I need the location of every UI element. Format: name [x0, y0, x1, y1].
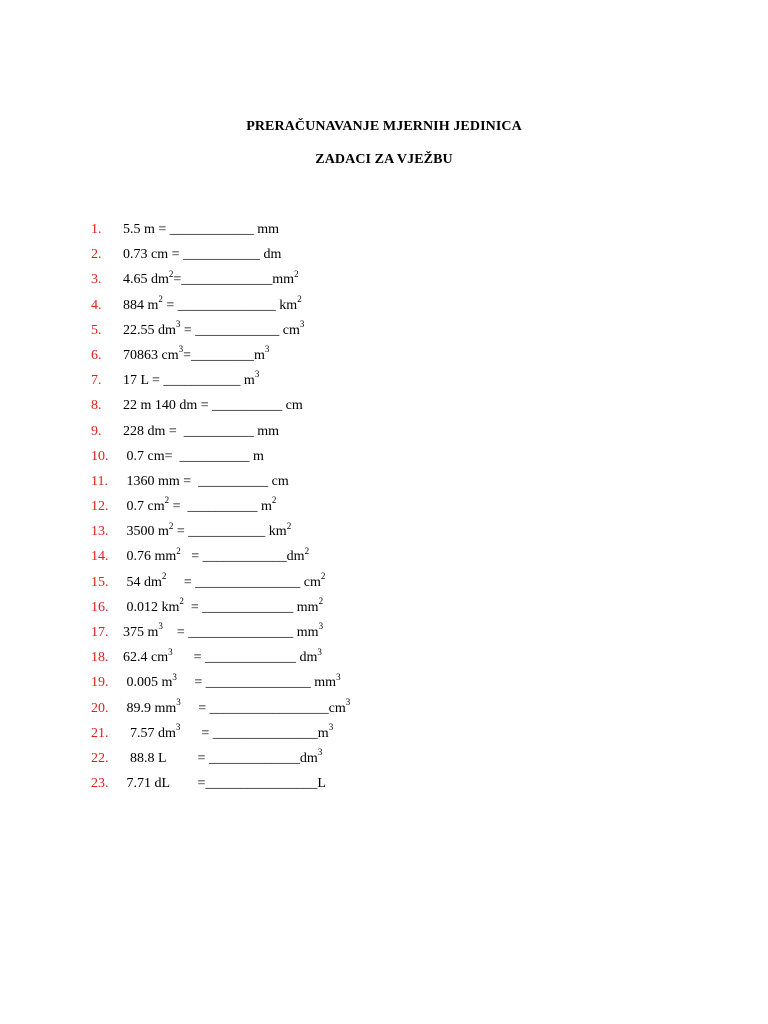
exercise-text: 89.9 $mm^3$ = $\_\_\_\_\_\_\_\_\_\_\_\_\_\_\_\_\_cm^3$ [123, 696, 351, 716]
exponent: 3 [328, 722, 334, 733]
exercise-text: 0.7 cm= __________ m [123, 448, 264, 464]
exercise-text: 1360 mm = __________ cm [123, 473, 289, 489]
page-subtitle: ZADACI ZA VJEŽBU [315, 152, 453, 167]
exercise-number: 5. [91, 322, 102, 338]
exponent: 2 [294, 268, 299, 279]
exercise-number: 16. [91, 599, 109, 615]
exercise-number: 6. [91, 347, 102, 363]
exercise-text: 17 L = ___________ $m^3$ [123, 369, 260, 389]
exponent: 2 [168, 520, 174, 531]
exercise-text: 0.7 $cm^2$ = __________ $m^2$ [123, 495, 277, 515]
exercise-number: 12. [91, 499, 109, 515]
exercise-number: 18. [91, 650, 109, 666]
exercise-number: 17. [91, 625, 109, 640]
exponent: 3 [317, 747, 323, 758]
exercise-number: 8. [91, 398, 102, 414]
exponent: 3 [158, 621, 163, 632]
exercise-number: 20. [91, 700, 109, 716]
exponent: 2 [158, 293, 163, 304]
exercise-number: 3. [91, 272, 102, 288]
exponent: 2 [304, 545, 310, 556]
exercise-number: 22. [91, 750, 109, 766]
exponent: 3 [345, 696, 351, 707]
exponent: 3 [317, 646, 322, 657]
exercise-number: 2. [91, 247, 102, 263]
exponent: 2 [286, 520, 292, 531]
exponent: 2 [318, 596, 324, 607]
page-title: PRERAČUNAVANJE MJERNIH JEDINICA [246, 119, 522, 134]
exponent: 2 [161, 570, 167, 581]
exercise-text: 88.8 L = $\_\_\_\_\_\_\_\_\_\_\_\_\_dm^3$ [123, 747, 323, 766]
exponent: 3 [318, 621, 324, 632]
exponent: 2 [271, 495, 277, 506]
exercise-number: 7. [91, 373, 102, 389]
exercise-text: 375 $m^3$ = _______________ $mm^3$ [123, 621, 324, 640]
exercise-number: 21. [91, 725, 109, 741]
exercise-number: 4. [91, 297, 102, 313]
exercise-text: 0.012 $km^2$ = _____________ $mm^2$ [123, 596, 324, 615]
exercise-number: 13. [91, 524, 109, 540]
exercise-text: 7.71 dL =________________L [123, 776, 326, 792]
exercise-text: 0.76 $mm^2$ = $\_\_\_\_\_\_\_\_\_\_\_\_dm^2$ [123, 545, 310, 565]
exponent: 2 [168, 268, 174, 279]
exponent: 3 [172, 671, 177, 682]
exercise-text: 5.5 m = ____________ mm [123, 222, 280, 237]
exponent: 3 [176, 696, 181, 707]
exercise-text: 884 $m^2$ = ______________ $km^2$ [123, 293, 302, 313]
exercise-text: 7.57 $dm^3$ = $\_\_\_\_\_\_\_\_\_\_\_\_\_\_\_m^3$ [123, 722, 334, 741]
exercise-number: 23. [91, 776, 109, 792]
exponent: 2 [179, 596, 184, 607]
exponent: 3 [175, 722, 181, 733]
exercise-text: 228 dm = __________ mm [123, 423, 280, 439]
exercise-text: 4.65 $dm^2=\_\_\_\_\_\_\_\_\_\_\_\_\_mm^2$ [123, 268, 299, 288]
exercise-text: 0.005 $m^3$ = _______________ $mm^3$ [123, 671, 341, 691]
exercise-number: 15. [91, 574, 109, 590]
exponent: 3 [336, 671, 341, 682]
exponent: 3 [299, 319, 305, 330]
exponent: 3 [178, 344, 184, 355]
exercise-number: 9. [91, 423, 102, 439]
exponent: 3 [254, 369, 260, 380]
exercise-number: 14. [91, 549, 109, 565]
exercise-number: 19. [91, 675, 109, 691]
exponent: 2 [320, 570, 326, 581]
exercise-number: 1. [91, 222, 102, 237]
exponent: 3 [175, 319, 181, 330]
exponent: 2 [164, 495, 170, 506]
exponent: 2 [297, 293, 302, 304]
exercise-text: 62.4 $cm^3$ = _____________ $dm^3$ [123, 646, 322, 666]
exercise-text: 22 m 140 dm = __________ cm [123, 398, 303, 414]
exercise-text: 54 $dm^2$ = _______________ $cm^2$ [123, 570, 326, 590]
exercise-text: 22.55 $dm^3$ = ____________ $cm^3$ [123, 319, 305, 338]
exponent: 2 [176, 545, 181, 556]
exercise-number: 10. [91, 448, 109, 464]
exponent: 3 [264, 344, 270, 355]
exercise-text: 70863 $cm^3=\_\_\_\_\_\_\_\_\_m^3$ [123, 344, 270, 363]
exercise-text: 3500 $m^2$ = ___________ $km^2$ [123, 520, 292, 540]
exercise-text: 0.73 cm = ___________ dm [123, 247, 282, 263]
exercise-number: 11. [91, 473, 108, 489]
exponent: 3 [168, 646, 173, 657]
